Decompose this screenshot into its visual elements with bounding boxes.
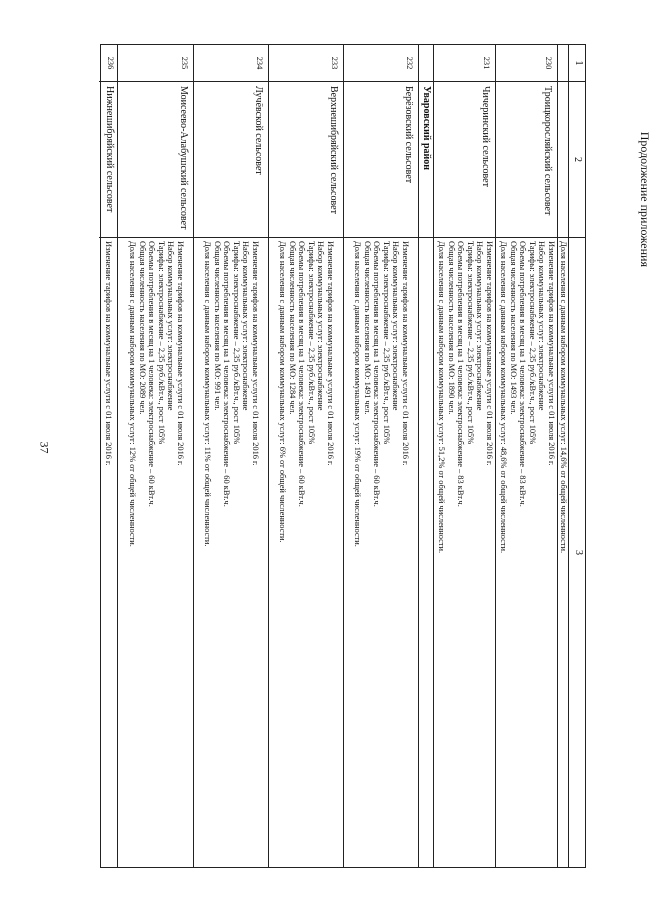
detail-line: Доля населения с данным набором коммунальных услуг: 19% от общей численности. — [353, 241, 363, 547]
row-details — [496, 238, 557, 867]
detail-line: Доля населения с данным набором коммунальных услуг: 6% от общей численности. — [278, 241, 288, 543]
detail-line: Доля населения с данным набором коммунальных услуг: 48,6% от общей численности. — [499, 241, 509, 554]
detail-line: Доля населения с данным набором коммунальных услуг: 12% от общей численности. — [128, 241, 138, 547]
detail-line: Объемы потребления в месяц на 1 человека: электроснабжение – 83 кВт.ч. — [456, 241, 466, 507]
detail-line: Общая численность населения по МО: 1890 чел. — [446, 241, 456, 415]
row-number: 232 — [344, 45, 418, 82]
rotated-table — [100, 44, 586, 868]
detail-line: Тарифы: электроснабжение – 2,35 руб./кВт.ч., рост 105% — [465, 241, 475, 445]
municipality-name: Берёзовский сельсовет — [344, 82, 418, 238]
detail-line: Объемы потребления в месяц на 1 человека: электроснабжение – 60 кВт.ч. — [297, 241, 307, 507]
table-row — [344, 45, 419, 867]
row-details — [269, 238, 343, 867]
row-details — [194, 238, 268, 867]
detail-line: Объемы потребления в месяц на 1 человека: электроснабжение – 60 кВт.ч. — [372, 241, 382, 507]
municipality-name: Нижнешибряйский сельсовет — [99, 82, 117, 238]
detail-line: Объемы потребления в месяц на 1 человека: электроснабжение – 60 кВт.ч. — [222, 241, 232, 507]
detail-line: Изменение тарифов на коммунальные услуги с 01 июля 2016 г. — [401, 241, 410, 466]
table-header-row — [569, 45, 585, 867]
row-details — [99, 238, 117, 867]
detail-line: Набор коммунальных услуг: электроснабжение — [166, 241, 176, 411]
municipality-name: Моисеево-Алабушский сельсовет — [118, 82, 193, 238]
detail-line: Тарифы: электроснабжение – 2,35 руб./кВт.ч., рост 105% — [527, 241, 537, 445]
detail-line: Общая численность населения по МО: 1284 чел. — [287, 241, 297, 415]
detail-line: Набор коммунальных услуг: электроснабжение — [537, 241, 547, 411]
detail-line: Изменение тарифов на коммунальные услуги с 01 июля 2016 г. — [547, 241, 556, 466]
detail-line: Общая численность населения по МО: 1493 чел. — [508, 241, 518, 415]
detail-line: Объемы потребления в месяц на 1 человека: электроснабжение – 60 кВт.ч. — [147, 241, 157, 507]
detail-line: Набор коммунальных услуг: электроснабжение — [391, 241, 401, 411]
detail-line: Объемы потребления в месяц на 1 человека: электроснабжение – 83 кВт.ч. — [518, 241, 528, 507]
table-row — [269, 45, 344, 867]
header-col-2: 2 — [569, 82, 585, 238]
page-number: 37 — [37, 441, 52, 454]
detail-line: Тарифы: электроснабжение – 2,35 руб./кВт.ч., рост 105% — [381, 241, 391, 445]
row-number: 234 — [194, 45, 268, 82]
municipality-name: Лучёвской сельсовет — [194, 82, 268, 238]
table-row — [99, 45, 118, 867]
row-number: 230 — [496, 45, 557, 82]
row-details — [434, 238, 495, 867]
detail-line: Набор коммунальных услуг: электроснабжение — [475, 241, 485, 411]
row-number: 231 — [434, 45, 495, 82]
detail-line: Изменение тарифов на коммунальные услуги с 01 июля 2016 г. — [251, 241, 260, 466]
empty-cell — [558, 82, 568, 238]
municipality-name: Чичеринский сельсовет — [434, 82, 495, 238]
detail-line: Набор коммунальных услуг: электроснабжение — [316, 241, 326, 411]
row-number: 235 — [118, 45, 193, 82]
detail-line: Доля населения с данным набором коммунальных услуг: 11% от общей численности. — [203, 241, 213, 547]
row-details — [344, 238, 418, 867]
table-row — [118, 45, 194, 867]
continuation-label: Продолжение приложения — [638, 131, 652, 267]
detail-line: Изменение тарифов на коммунальные услуги с 01 июля 2016 г. — [485, 241, 494, 466]
table-row — [194, 45, 269, 867]
municipality-name: Троицкоросляйский сельсовет — [496, 82, 557, 238]
table-row-continuation — [558, 45, 569, 867]
detail-line: Общая численность населения по МО: 2089 чел. — [137, 241, 147, 415]
detail-line: Тарифы: электроснабжение – 2,35 руб./кВт.ч., рост 105% — [156, 241, 166, 445]
district-title: Уваровский район — [419, 82, 433, 238]
detail-line: Изменение тарифов на коммунальные услуги с 01 июля 2016 г. — [326, 241, 335, 466]
header-col-1: 1 — [569, 45, 585, 82]
row-number: 236 — [99, 45, 117, 82]
detail-line: Набор коммунальных услуг: электроснабжение — [241, 241, 251, 411]
row-number: 233 — [269, 45, 343, 82]
municipality-name: Верхнешибряйский сельсовет — [269, 82, 343, 238]
detail-line: Общая численность населения по МО: 991 чел. — [212, 241, 222, 411]
section-row — [419, 45, 434, 867]
detail-line: Тарифы: электроснабжение – 2,35 руб./кВт.ч., рост 105% — [306, 241, 316, 445]
detail-line: Доля населения с данным набором коммунальных услуг: 51,2% от общей численности. — [437, 241, 447, 554]
detail-line: Изменение тарифов на коммунальные услуги с 01 июля 2016 г. — [176, 241, 185, 466]
row-text: Доля населения с данным набором коммунальных услуг: 14,6% от общей численности. — [559, 241, 568, 554]
table-row — [496, 45, 558, 867]
detail-line: Общая численность населения по МО: 1491 чел. — [362, 241, 372, 415]
detail-line: Изменение тарифов на коммунальные услуги с 01 июля 2016 г. — [104, 241, 113, 466]
table-row — [434, 45, 496, 867]
empty-cell — [419, 45, 433, 82]
header-col-3: 3 — [573, 550, 584, 555]
detail-line: Тарифы: электроснабжение – 2,35 руб./кВт.ч., рост 105% — [231, 241, 241, 445]
empty-cell — [419, 238, 433, 867]
empty-cell — [558, 45, 568, 82]
row-details — [118, 238, 193, 867]
